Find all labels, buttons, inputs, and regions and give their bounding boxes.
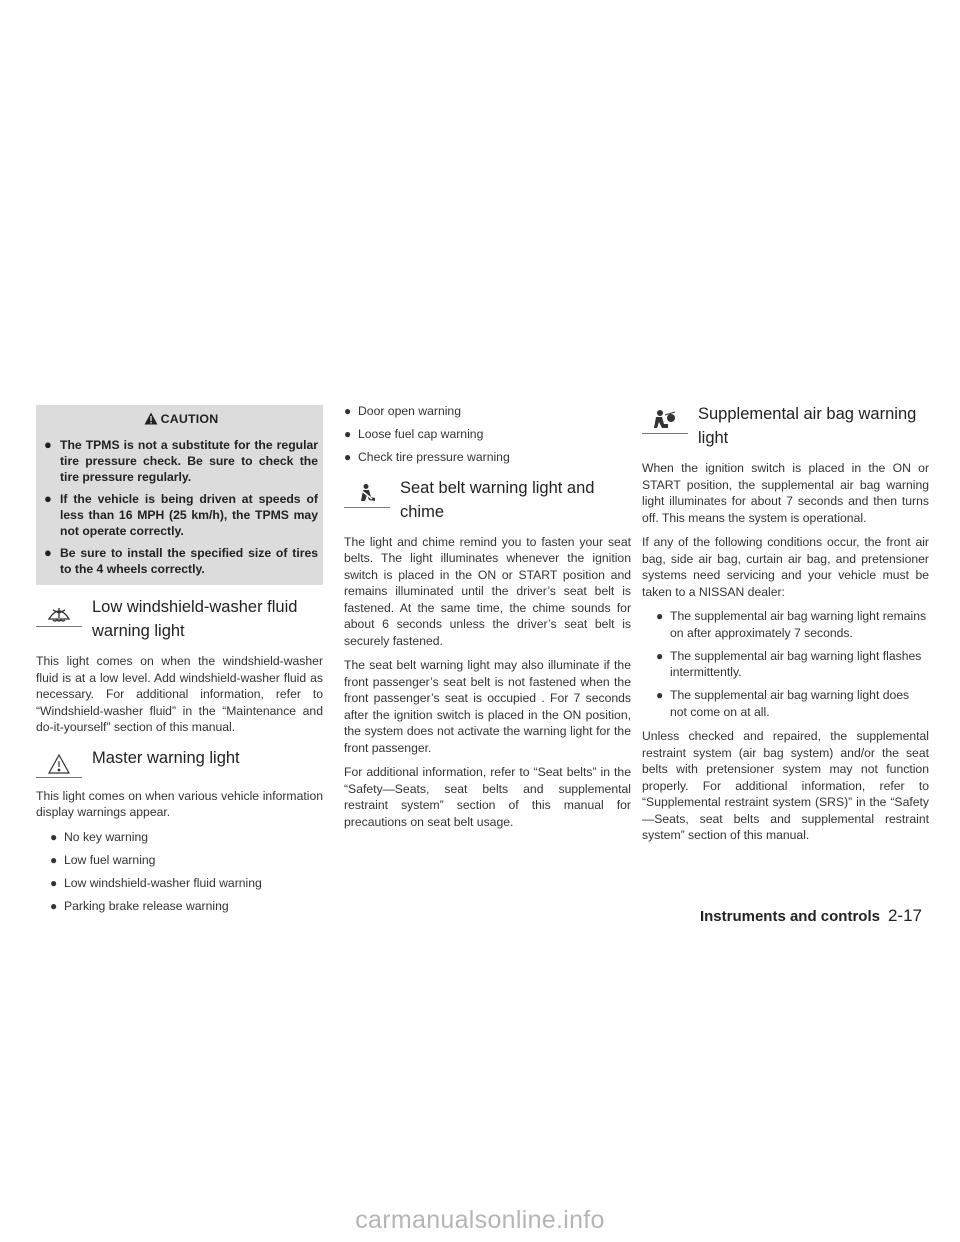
windshield-washer-icon: [36, 600, 82, 627]
warning-triangle-icon: [144, 412, 158, 429]
seatbelt-paragraph-2: The seat belt warning light may also illuminate if the front passenger’s seat belt is not fastened when the front passenger’s seat is occupied . For 7 seconds after the ignition switch is placed in the ON position, the system does not activate the warning light for the front passenger.: [344, 658, 631, 755]
list-item: ● Low fuel warning: [50, 852, 156, 867]
washer-section-header: [36, 595, 323, 643]
column-middle: [344, 403, 631, 838]
list-item: ● The supplemental air bag warning light flashes intermittently.: [656, 648, 922, 679]
caution-box: [36, 405, 323, 585]
list-item: ● No key warning: [50, 829, 148, 844]
airbag-section-title: Supplemental air bag warning light: [698, 405, 917, 447]
airbag-conditions-list: [642, 608, 929, 720]
air-bag-icon: [642, 407, 688, 434]
washer-section-title: Low windshield-washer fluid warning light: [92, 598, 298, 640]
airbag-paragraph-3: Unless checked and repaired, the supplemental restraint system (air bag system) and/or the seat belts with pretensioner system may not function properly. For additional information, refer to “Supplemental restraint system (SRS)” in the “Safety—Seats, seat belts and supplemental restraint system” section of this manual.: [642, 729, 929, 842]
caution-title: CAUTION: [160, 412, 219, 426]
footer-section-title: Instruments and controls: [699, 908, 880, 925]
seatbelt-paragraph-3: For additional information, refer to “Seat belts” in the “Safety—Seats, seat belts and supplemental restraint system” section of this manual for precautions on seat belt usage.: [344, 765, 631, 829]
caution-item: ● If the vehicle is being driven at speeds of less than 16 MPH (25 km/h), the TPMS may not operate correctly.: [44, 491, 318, 538]
seatbelt-section-header: [344, 476, 631, 524]
page-number: 2-17: [887, 906, 922, 925]
washer-body: This light comes on when the windshield-washer fluid is at a low level. Add windshield-washer fluid as necessary. For additional information, refer to “Windshield-washer fluid” in the “Maintenance and do-it-yourself” section of this manual.: [36, 654, 323, 734]
list-item: ● Door open warning: [344, 404, 461, 418]
master-warning-icon: [36, 751, 82, 778]
list-item: ● Low windshield-washer fluid warning: [50, 875, 262, 890]
seatbelt-paragraph-1: The light and chime remind you to fasten your seat belts. The light illuminates whenever the ignition switch is placed in the ON or START position and remains illuminated until the driver’s seat belt is fastened. At the same time, the chime sounds for about 6 seconds unless the driver’s seat belt is securely fastened.: [344, 534, 631, 648]
airbag-section-header: [642, 402, 929, 450]
master-body: This light comes on when various vehicle information display warnings appear.: [36, 788, 323, 819]
master-warning-list: [36, 829, 323, 915]
seat-belt-icon: [344, 481, 390, 508]
caution-item: ● The TPMS is not a substitute for the regular tire pressure check. Be sure to check the tire pressure regularly.: [44, 437, 318, 484]
list-item: ● Loose fuel cap warning: [344, 427, 484, 441]
master-section-title: Master warning light: [92, 748, 240, 767]
column-left: [36, 405, 323, 922]
page-footer: [700, 906, 922, 926]
master-warning-list-continued: [344, 403, 631, 466]
seatbelt-section-title: Seat belt warning light and chime: [400, 478, 595, 521]
list-item: ● Parking brake release warning: [50, 898, 229, 913]
airbag-paragraph-2: If any of the following conditions occur, the front air bag, side air bag, curtain air bag, and pretensioner systems need servicing and your vehicle must be taken to a NISSAN dealer:: [642, 535, 929, 599]
column-right: [642, 402, 929, 852]
list-item: ● The supplemental air bag warning light remains on after approximately 7 seconds.: [656, 609, 927, 640]
caution-item: ● Be sure to install the specified size of tires to the 4 wheels correctly.: [44, 545, 318, 576]
list-item: ● Check tire pressure warning: [344, 450, 510, 464]
airbag-paragraph-1: When the ignition switch is placed in the ON or START position, the supplemental air bag warning light illuminates for about 7 seconds and then turns off. This means the system is operational.: [642, 461, 929, 525]
list-item: ● The supplemental air bag warning light does not come on at all.: [656, 688, 910, 719]
caution-header: [44, 411, 318, 429]
watermark: carmanualsonline.info: [355, 1206, 605, 1234]
master-section-header: [36, 746, 323, 778]
